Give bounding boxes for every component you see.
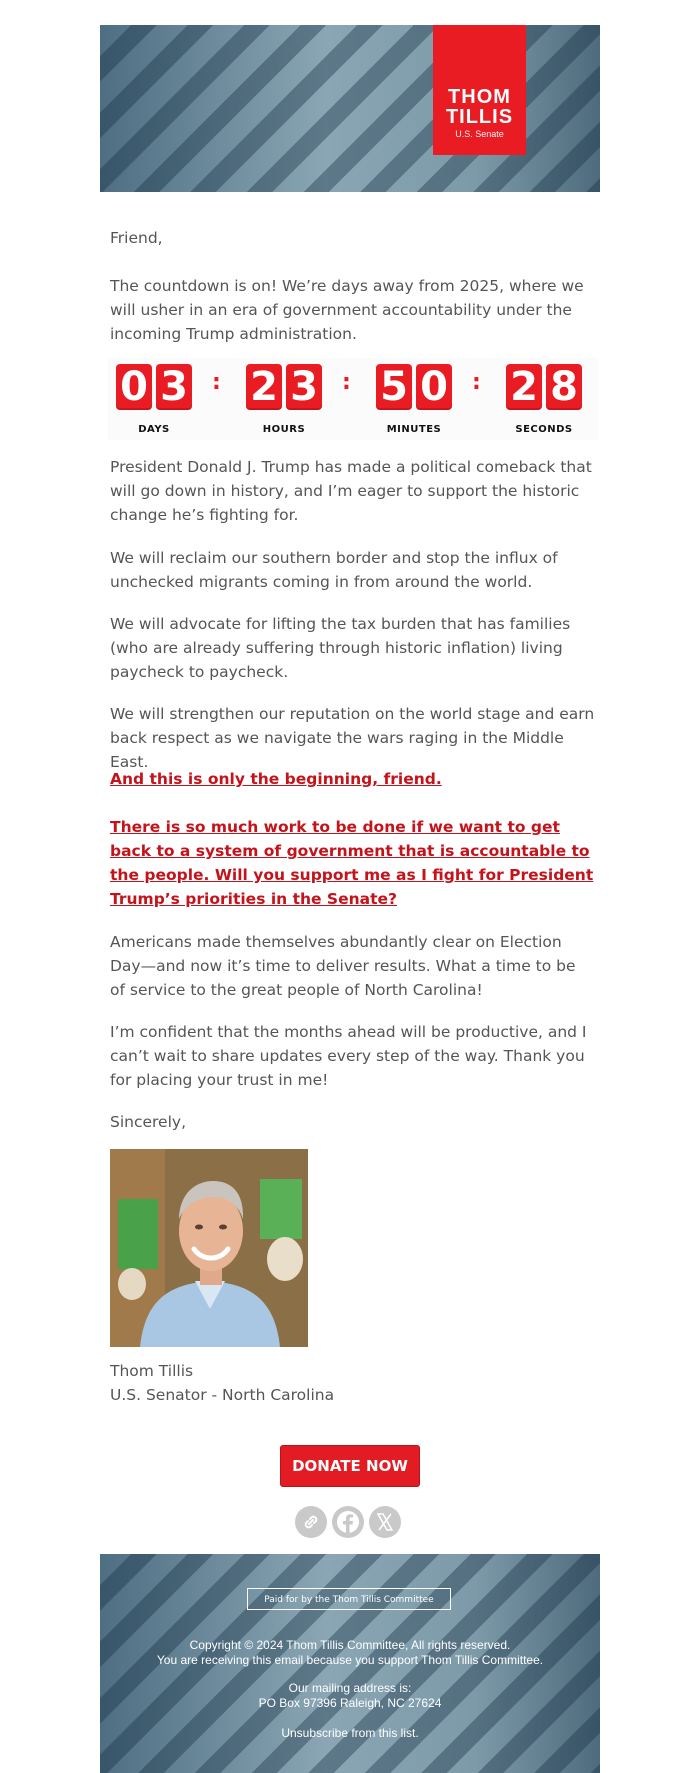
senator-portrait-illustration xyxy=(110,1149,308,1347)
link-icon[interactable] xyxy=(295,1506,327,1538)
footer xyxy=(100,1554,600,1773)
copyright-text: Copyright © 2024 Thom Tillis Committee, All rights reserved. xyxy=(189,1638,511,1652)
cta-link-block xyxy=(110,767,595,791)
hours-digit-1: 2 xyxy=(246,364,282,410)
mailing-address: PO Box 97396 Raleigh, NC 27624 xyxy=(258,1696,442,1710)
paragraph: President Donald J. Trump has made a political comeback that will go down in history, and I’m eager to support the historic change he’s fighting for. xyxy=(110,458,592,524)
facebook-icon[interactable] xyxy=(332,1506,364,1538)
paragraph: We will reclaim our southern border and stop the influx of unchecked migrants coming in from around the world. xyxy=(110,549,558,591)
paragraph-block xyxy=(110,612,595,684)
senator-photo xyxy=(110,1149,308,1347)
signature-title: U.S. Senator - North Carolina xyxy=(110,1386,335,1404)
countdown-minutes xyxy=(376,364,452,435)
paragraph-block xyxy=(110,455,595,527)
seconds-label: SECONDS xyxy=(515,424,573,435)
paid-for-disclaimer: Paid for by the Thom Tillis Committee xyxy=(247,1588,451,1610)
paragraph: I’m confident that the months ahead will be productive, and I can’t wait to share updates every step of the way. Thank you for placing your trust in me! xyxy=(110,1023,587,1089)
paragraph: We will strengthen our reputation on the world stage and earn back respect as we navigate the wars raging in the Middle East. xyxy=(110,705,595,771)
countdown-days xyxy=(116,364,192,435)
countdown-separator: : xyxy=(212,370,221,395)
signature-name: Thom Tillis xyxy=(110,1362,194,1380)
logo-line-3: U.S. Senate xyxy=(455,129,504,139)
paragraph-block xyxy=(110,546,595,594)
intro-block xyxy=(110,274,595,346)
countdown-seconds xyxy=(506,364,582,435)
logo-line-1: THOM xyxy=(448,86,511,108)
signature-block xyxy=(110,1359,595,1407)
donate-now-button[interactable]: DONATE NOW xyxy=(280,1445,420,1487)
countdown-separator: : xyxy=(342,370,351,395)
minutes-label: MINUTES xyxy=(386,424,442,435)
closing: Sincerely, xyxy=(110,1113,187,1131)
intro-paragraph: The countdown is on! We’re days away from 2025, where we will usher in an era of government accountability under the incoming Trump administration. xyxy=(110,277,584,343)
days-label: DAYS xyxy=(138,424,170,435)
mailing-address-label: Our mailing address is: xyxy=(288,1681,412,1695)
logo-line-2: TILLIS xyxy=(445,106,514,128)
subscription-reason: You are receiving this email because you support Thom Tillis Committee. xyxy=(156,1653,544,1667)
paragraph-block xyxy=(110,930,595,1002)
paragraph: Americans made themselves abundantly clear on Election Day—and now it’s time to deliver results. What a time to be of service to the great people of North Carolina! xyxy=(110,933,576,999)
seconds-digit-1: 2 xyxy=(506,364,542,410)
unsubscribe-link[interactable]: Unsubscribe from this list. xyxy=(281,1726,419,1740)
days-digit-2: 3 xyxy=(156,364,192,410)
countdown-separator: : xyxy=(472,370,481,395)
hours-label: HOURS xyxy=(262,424,306,435)
support-link[interactable]: There is so much work to be done if we want to get back to a system of government that is accountable to the people. Will you support me as I fight for President Trump’s priorities in the Senate? xyxy=(110,818,594,908)
minutes-digit-2: 0 xyxy=(416,364,452,410)
countdown-hours xyxy=(246,364,322,435)
days-digit-1: 0 xyxy=(116,364,152,410)
greeting: Friend, xyxy=(110,229,163,247)
paragraph-block xyxy=(110,702,595,774)
thom-tillis-logo xyxy=(433,25,526,155)
closing-block xyxy=(110,1110,595,1134)
paragraph: We will advocate for lifting the tax burden that has families (who are already suffering through historic inflation) living paycheck to paycheck. xyxy=(110,615,571,681)
minutes-digit-1: 5 xyxy=(376,364,412,410)
x-icon[interactable] xyxy=(369,1506,401,1538)
countdown-timer xyxy=(108,358,598,440)
beginning-link[interactable]: And this is only the beginning, friend. xyxy=(110,770,442,788)
header-banner xyxy=(100,25,600,192)
paragraph-block xyxy=(110,1020,595,1092)
greeting-block xyxy=(110,226,595,250)
seconds-digit-2: 8 xyxy=(546,364,582,410)
hours-digit-2: 3 xyxy=(286,364,322,410)
cta-link-block xyxy=(110,815,595,911)
